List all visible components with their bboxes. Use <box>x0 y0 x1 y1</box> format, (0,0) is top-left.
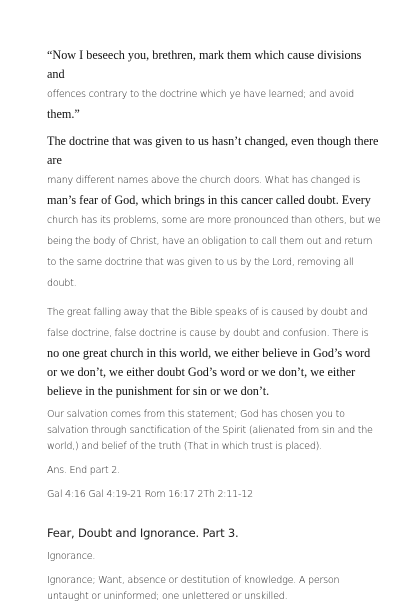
quote-line-1: “Now I beseech you, brethren, mark them which cause divisions and <box>47 48 362 81</box>
term-heading: Ignorance. <box>47 551 96 562</box>
document-page <box>47 44 382 605</box>
section-end: Ans. End part 2. <box>47 465 120 476</box>
doctrine-line-4: church has its problems, some are more pronounced than others, but we being the body of Christ, have an obligation to call them out and return to the same doctrine that was given to us by the Lord, removing all doubt. <box>47 215 381 289</box>
falling-away-line-2: no one great church in this world, we either believe in God’s word or we don’t, we either doubt God’s word or we don’t, we either believe in the punishment for sin or we don’t. <box>47 346 371 398</box>
doctrine-line-3: man’s fear of God, which brings in this cancer called doubt. Every <box>47 193 371 207</box>
quote-line-3: them.” <box>47 107 80 121</box>
doctrine-line-1: The doctrine that was given to us hasn’t changed, even though there are <box>47 134 379 167</box>
doctrine-line-2: many different names above the church doors. What has changed is <box>47 175 360 186</box>
scripture-references: Gal 4:16 Gal 4:19-21 Rom 16:17 2Th 2:11-12 <box>47 489 253 500</box>
quote-line-2: offences contrary to the doctrine which ye have learned; and avoid <box>47 89 354 100</box>
part-3-title: Fear, Doubt and Ignorance. Part 3. <box>47 526 239 540</box>
falling-away-line-1: The great falling away that the Bible speaks of is caused by doubt and false doctrine, false doctrine is cause by doubt and confusion. There is <box>47 307 369 339</box>
term-definition: Ignorance; Want, absence or destitution of knowledge. A person untaught or uninformed; one unlettered or unskilled. <box>47 575 340 602</box>
doctrine-paragraph <box>47 130 382 292</box>
quote-paragraph <box>47 44 382 122</box>
salvation-paragraph: Our salvation comes from this statement; God has chosen you to salvation through sanctification of the Spirit (alienated from sin and the world,) and belief of the truth (That in which trust is placed). <box>47 409 373 452</box>
falling-away-paragraph <box>47 300 382 399</box>
